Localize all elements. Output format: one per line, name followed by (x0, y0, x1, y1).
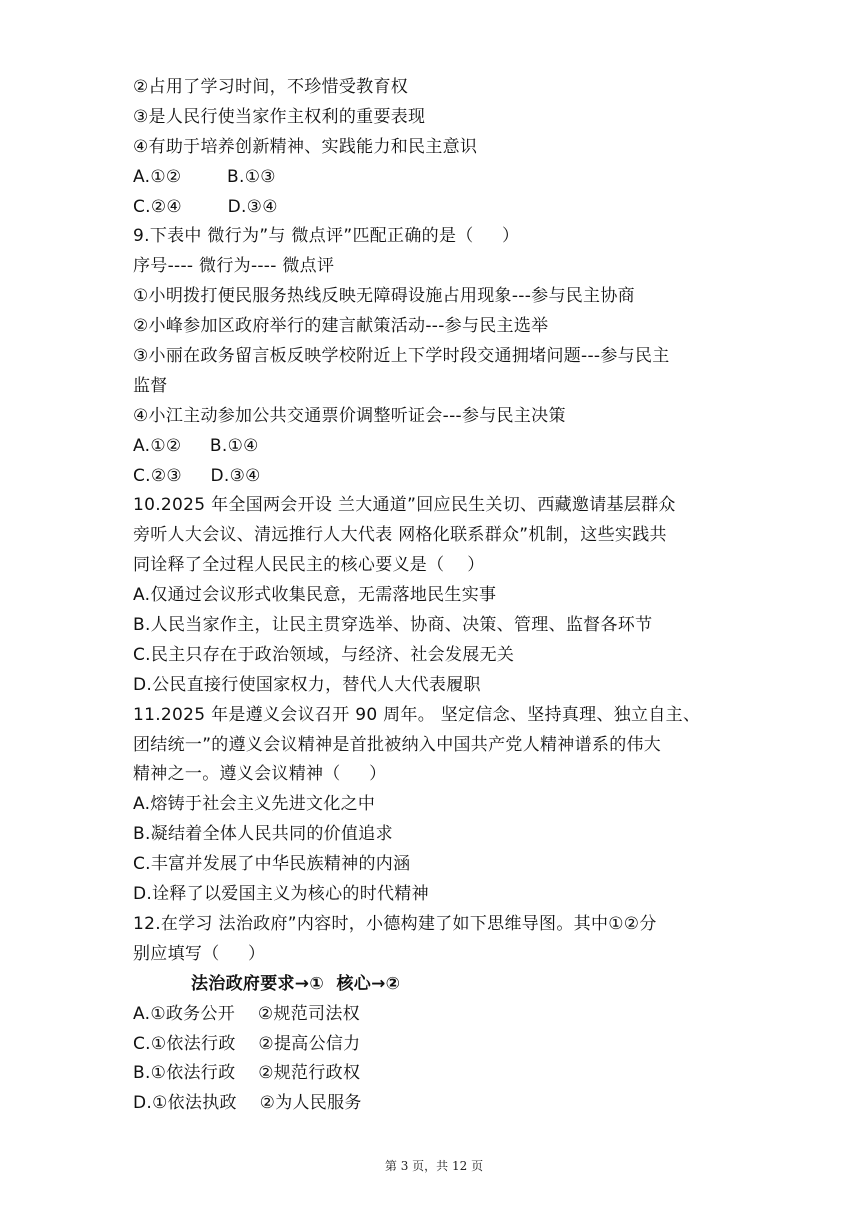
question-12-stem-2: 别应填写（ ） (133, 943, 266, 964)
q12-choice-a: A.①政务公开 ②规范司法权 (133, 1003, 360, 1024)
question-10-stem-2: 旁听人大会议、清远推行人大代表 网格化联系群众”机制，这些实践共 (133, 525, 667, 546)
q9-item-4: ④小江主动参加公共交通票价调整听证会---参与民主决策 (133, 405, 566, 426)
question-11-stem-2: 团结统一”的遵义会议精神是首批被纳入中国共产党人精神谱系的伟大 (133, 734, 662, 755)
q12-choice-c: C.①依法行政 ②提高公信力 (133, 1033, 361, 1054)
q9-item-2: ②小峰参加区政府举行的建言献策活动---参与民主选举 (133, 316, 549, 337)
q10-choice-c: C.民主只存在于政治领域，与经济、社会发展无关 (133, 644, 515, 665)
q9-item-1: ①小明拨打便民服务热线反映无障碍设施占用现象---参与民主协商 (133, 286, 635, 307)
option-2: ②占用了学习时间，不珍惜受教育权 (133, 77, 409, 97)
q9-item-3: ③小丽在政务留言板反映学校附近上下学时段交通拥堵问题---参与民主 (133, 346, 670, 367)
document-body (133, 73, 753, 1119)
q11-choice-a: A.熔铸于社会主义先进文化之中 (133, 794, 376, 815)
answer-choices-ab: A.①② B.①③ (133, 166, 276, 187)
q10-choice-a: A.仅通过会议形式收集民意，无需落地民生实事 (133, 585, 497, 606)
q9-item-3-cont: 监督 (133, 375, 168, 396)
q9-choices-ab: A.①② B.①④ (133, 435, 259, 456)
mind-map-caption: 法治政府要求→① 核心→② (191, 973, 401, 994)
question-11-stem: 11.2025 年是遵义会议召开 90 周年。 坚定信念、坚持真理、独立自主、 (133, 704, 701, 725)
answer-choices-cd: C.②④ D.③④ (133, 196, 278, 217)
question-9-stem: 9.下表中 微行为”与 微点评”匹配正确的是（ ） (133, 226, 520, 247)
question-10-stem: 10.2025 年全国两会开设 兰大通道”回应民生关切、西藏邀请基层群众 (133, 495, 676, 516)
option-4: ④有助于培养创新精神、实践能力和民主意识 (133, 136, 478, 157)
option-3: ③是人民行使当家作主权利的重要表现 (133, 106, 426, 127)
page-footer: 第 3 页，共 12 页 (384, 1159, 484, 1173)
q11-choice-c: C.丰富并发展了中华民族精神的内涵 (133, 854, 411, 875)
q10-choice-d: D.公民直接行使国家权力，替代人大代表履职 (133, 674, 481, 695)
q9-choices-cd: C.②③ D.③④ (133, 465, 261, 486)
question-12-stem: 12.在学习 法治政府”内容时，小德构建了如下思维导图。其中①②分 (133, 913, 657, 934)
question-10-stem-3: 同诠释了全过程人民民主的核心要义是（ ） (133, 555, 485, 576)
question-11-stem-3: 精神之一。遵义会议精神（ ） (133, 764, 387, 785)
q12-choice-b: B.①依法行政 ②规范行政权 (133, 1063, 361, 1084)
q12-choice-d: D.①依法执政 ②为人民服务 (133, 1093, 362, 1114)
q11-choice-b: B.凝结着全体人民共同的价值追求 (133, 824, 393, 845)
q10-choice-b: B.人民当家作主，让民主贯穿选举、协商、决策、管理、监督各环节 (133, 615, 653, 636)
q11-choice-d: D.诠释了以爱国主义为核心的时代精神 (133, 884, 429, 905)
table-header: 序号---- 微行为---- 微点评 (133, 256, 335, 277)
